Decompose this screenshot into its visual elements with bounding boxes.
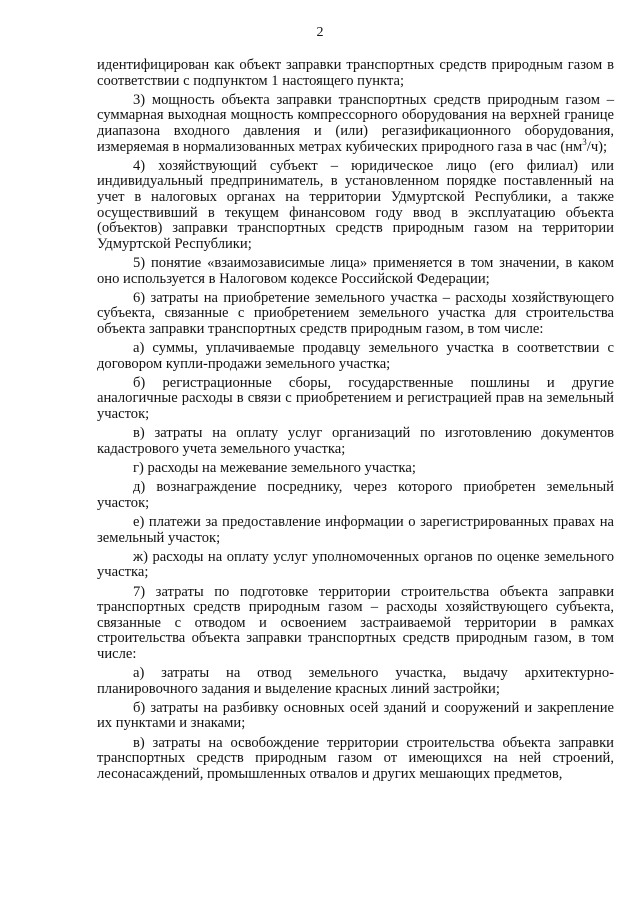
- paragraph: б) регистрационные сборы, государственные пошлины и другие аналогичные расходы в связи с приобретением и регистрацией прав на земельный участок;: [97, 374, 614, 423]
- paragraph: г) расходы на межевание земельного участка;: [133, 460, 416, 476]
- paragraph: 6) затраты на приобретение земельного участка – расходы хозяйствующего субъекта, связанные с приобретением земельного участка для строительства объекта заправки транспортных средств природным газом, в том числе:: [97, 289, 614, 337]
- paragraph: а) затраты на отвод земельного участка, выдачу архитектурно-планировочного задания и выделение красных линий застройки;: [97, 665, 614, 697]
- paragraph: 7) затраты по подготовке территории строительства объекта заправки транспортных средств природным газом – расходы хозяйствующего субъекта, связанные с отводом и освоением застраиваемой территории в рамках строительства объекта заправки транспортных средств природным газом, в том числе:: [97, 583, 614, 662]
- paragraph: 3) мощность объекта заправки транспортных средств природным газом – суммарная выходная мощность компрессорного оборудования на верхней границе диапазона входного давления и (или) регазификационного оборудования, измеряемая в нормализованных метрах кубических природного газа в час $(нм^3/ч)$;: [97, 91, 614, 155]
- paragraph: 5) понятие «взаимозависимые лица» применяется в том значении, в каком оно используется в Налоговом кодексе Российской Федерации;: [97, 254, 614, 287]
- document-body: [97, 58, 614, 786]
- paragraph: идентифицирован как объект заправки транспортных средств природным газом в соответствии с подпунктом 1 настоящего пункта;: [97, 57, 614, 89]
- paragraph: б) затраты на разбивку основных осей зданий и сооружений и закрепление их пунктами и знаками;: [97, 699, 614, 732]
- paragraph: а) суммы, уплачиваемые продавцу земельного участка в соответствии с договором купли-продажи земельного участка;: [97, 340, 614, 372]
- paragraph: в) затраты на оплату услуг организаций по изготовлению документов кадастрового учета земельного участка;: [97, 425, 614, 457]
- page-number: 2: [316, 25, 324, 40]
- paragraph: ж) расходы на оплату услуг уполномоченных органов по оценке земельного участка;: [97, 548, 614, 581]
- paragraph: в) затраты на освобождение территории строительства объекта заправки транспортных средств природным газом от имеющихся на ней строений, лесонасаждений, промышленных отвалов и других мешающих предметов,: [97, 734, 614, 782]
- paragraph: е) платежи за предоставление информации о зарегистрированных правах на земельный участок;: [97, 513, 614, 546]
- paragraph: 4) хозяйствующий субъект – юридическое лицо (его филиал) или индивидуальный предприниматель, в установленном порядке поставленный на учет в налоговых органах на территории Удмуртской Республики, а также осуществивший в текущем финансовом году ввод в эксплуатацию объекта (объектов) заправки транспортных средств природным газом на территории Удмуртской Республики;: [97, 157, 614, 252]
- unit-exponent: 3: [582, 136, 587, 147]
- paragraph: д) вознаграждение посреднику, через которого приобретен земельный участок;: [97, 479, 614, 511]
